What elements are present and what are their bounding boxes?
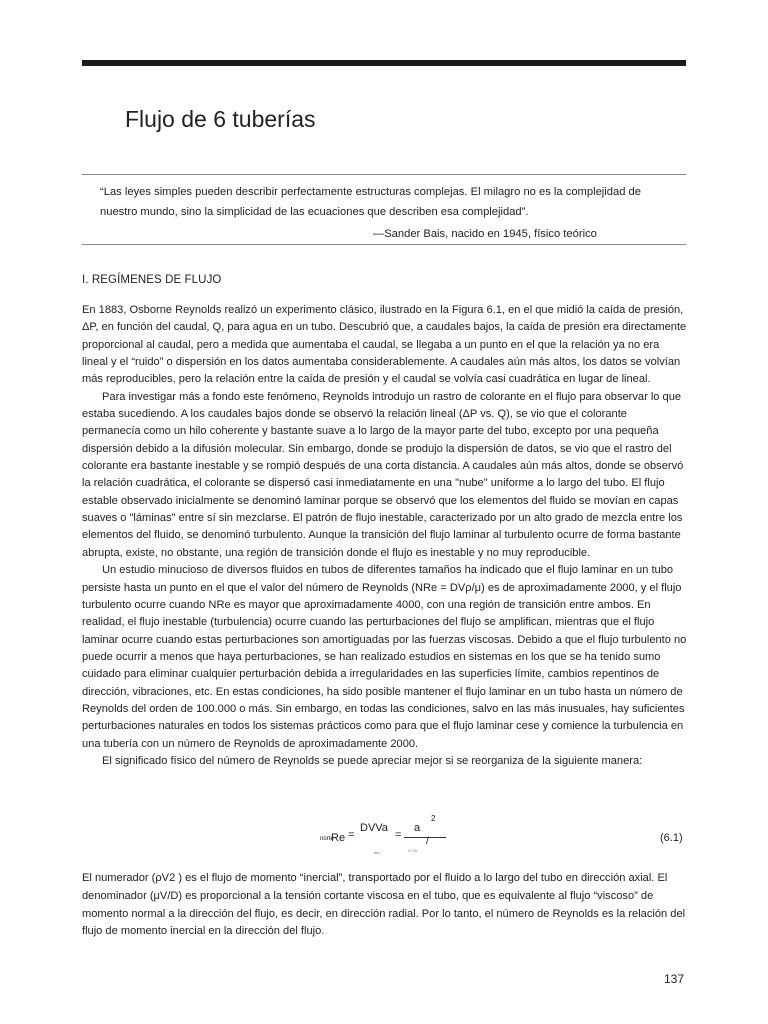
top-rule — [82, 60, 686, 66]
epigraph-bottom-rule — [82, 244, 686, 245]
equation-lhs: Re — [331, 832, 346, 844]
equation-equals: = — [348, 829, 355, 841]
equation-fraction-1: DVVa — [360, 822, 388, 834]
paragraph: Un estudio minucioso de diversos fluidos en tubos de diferentes tamaños ha indicado que el flujo laminar en un tubo persiste hasta un punto en el que el valor del número de Reynolds (NRe = DVρ/μ) es de aproximadamente 2000, y el flujo turbulento ocurre cuando NRe es mayor que aproximadamente 4000, con una región de transición entre ambos. En realidad, el flujo inestable (turbulencia) ocurre cuando las perturbaciones del flujo se amplifican, mientras que el flujo laminar ocurre cuando estas perturbaciones son amortiguadas por las fuerzas viscosas. Debido a que el flujo turbulento no puede ocurrir a menos que haya perturbaciones, se han realizado estudios en sistemas en los que se ha tenido sumo cuidado para eliminar cualquier perturbación debida a irregularidades en las superficies límite, cambios repentinos de dirección, vibraciones, etc. En estas condiciones, ha sido posible mantener el flujo laminar en un tubo hasta un número de Reynolds del orden de 100.000 o más. Sin embargo, en todas las condiciones, salvo en las más inusuales, hay suficientes perturbaciones naturales en todos los sistemas prácticos como para que el flujo laminar cese y comience la turbulencia en una tubería con un número de Reynolds de aproximadamente 2000. — [82, 564, 687, 750]
page-number: 137 — [664, 972, 685, 986]
equation-tiny-label: mu — [374, 850, 380, 855]
paragraph: En 1883, Osborne Reynolds realizó un experimento clásico, ilustrado en la Figura 6.1, en el que midió la caída de presión, ΔP, en función del caudal, Q, para agua en un tubo. Descubrió que, a caudales bajos, la caída de presión era directamente proporcional al caudal, pero a medida que aumentaba el caudal, se llegaba a un punto en el que la relación ya no era lineal y el “ruido” o dispersión en los datos aumentaba considerablemente. A caudales aún más altos, los datos se volvían más reproducibles, pero la relación entre la caída de presión y el caudal se volvía casi cuadrática en lugar de lineal. — [82, 304, 687, 386]
equation-fraction-2: a — [414, 822, 421, 834]
equation-6-1 — [82, 814, 688, 860]
equation-slash: / — [426, 836, 429, 847]
equation-equals: = — [395, 829, 402, 841]
equation-number: (6.1) — [660, 832, 683, 844]
equation-superscript: 2 — [431, 814, 436, 823]
paragraph: Para investigar más a fondo este fenómeno, Reynolds introdujo un rastro de colorante en el flujo para observar lo que estaba sucediendo. A los caudales bajos donde se observó la relación lineal (ΔP vs. Q), se vio que el colorante permanecía como un hilo coherente y bastante suave a lo largo de la mayor parte del tubo, excepto por una pequeña dispersión debido a la difusión molecular. Sin embargo, donde se produjo la dispersión de datos, se vio que el rastro del colorante era bastante inestable y se rompió después de una corta distancia. A caudales aún más altos, donde se observó la relación cuadrática, el colorante se dispersó casi inmediatamente en una "nube" uniforme a lo largo del tubo. El flujo estable observado inicialmente se denominó laminar porque se observó que los elementos del fluido se movían en capas suaves o "láminas" entre sí sin mezclarse. El patrón de flujo inestable, caracterizado por un alto grado de mezcla entre los elementos del fluido, se denominó turbulento. Aunque la transición del flujo laminar al turbulento ocurre de forma bastante abrupta, existe, no obstante, una región de transición donde el flujo es inestable y no muy reproducible. — [82, 390, 684, 559]
paragraph: El numerador (ρV2 ) es el flujo de momento “inercial”, transportado por el fluido a lo largo del tubo en dirección axial. El denominador (μV/D) es proporcional a la tensión cortante viscosa en el tubo, que es equivalente al flujo “viscoso” de momento normal a la dirección del flujo, es decir, en dirección radial. Por lo tanto, el número de Reynolds es la relación del flujo de momento inercial en la dirección del flujo. — [82, 872, 686, 938]
equation-fraction-bar — [404, 837, 446, 838]
paragraph: El significado físico del número de Reynolds se puede apreciar mejor si se reorganiza de la siguiente manera: — [102, 754, 643, 767]
equation-tiny-label: V / D — [408, 848, 417, 853]
epigraph-quote: “Las leyes simples pueden describir perfectamente estructuras complejas. El milagro no es la complejidad de nuestro mundo, sino la simplicidad de las ecuaciones que describen esa complejidad”. — [100, 186, 641, 218]
epigraph-attribution: —Sander Bais, nacido en 1945, físico teórico — [373, 228, 597, 240]
body-text — [82, 302, 688, 770]
epigraph-top-rule — [82, 174, 686, 175]
equation-lhs-subscript: norte — [320, 836, 334, 842]
body-text-after-equation — [82, 870, 688, 941]
chapter-title: Flujo de 6 tuberías — [125, 106, 316, 132]
section-heading: I. REGÍMENES DE FLUJO — [82, 274, 222, 286]
